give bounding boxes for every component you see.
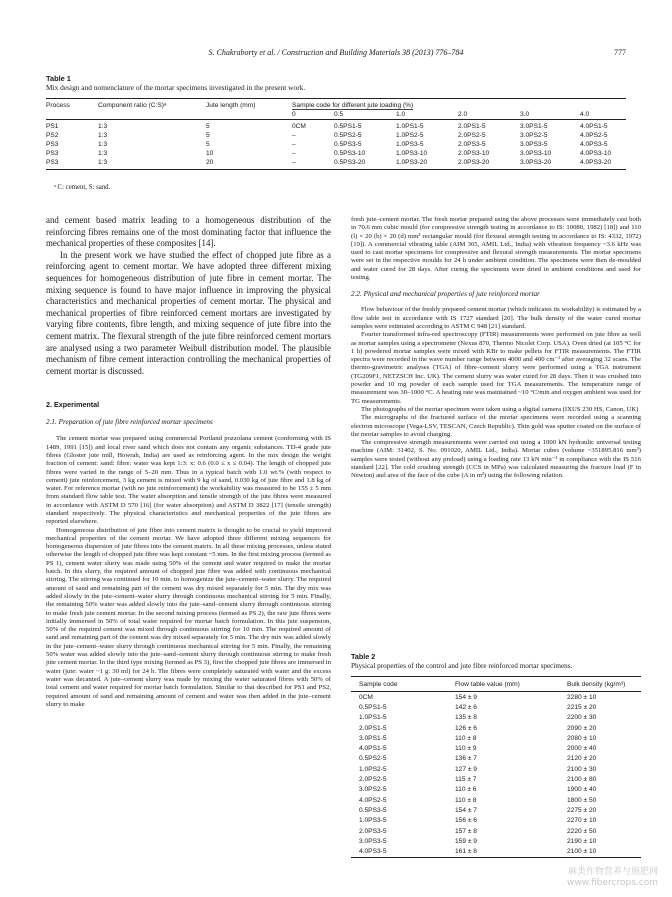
- table1-loading-header: 1.0: [396, 110, 458, 120]
- table-cell: –: [292, 150, 296, 157]
- table-cell: 1:3: [98, 158, 206, 170]
- section-heading: 2. Experimental: [46, 400, 100, 410]
- table-row: [351, 826, 641, 836]
- table-cell: 2000 ± 40: [567, 745, 597, 753]
- table-row: [351, 754, 641, 764]
- table-cell: 2.0PS1-5: [458, 123, 486, 130]
- table1: [46, 98, 626, 170]
- table-cell: 1.0PS2-5: [359, 765, 387, 773]
- table-row: [351, 733, 641, 743]
- table-cell: 0.5PS3-5: [334, 141, 362, 148]
- table-cell: 2.0PS3-5: [458, 141, 486, 148]
- table-row: [351, 723, 641, 733]
- table-cell: 1:3: [98, 132, 108, 139]
- table1-loading-header: 2.0: [458, 110, 520, 120]
- table-cell: 3.0PS3-20: [520, 158, 580, 170]
- table-cell: 154 ± 9: [455, 693, 477, 701]
- table1-loading-header: 0.5: [334, 110, 396, 120]
- table-row: [351, 764, 641, 774]
- paragraph: Flow behaviour of the freshly prepared cement mortar (which indicates its workability) is estimated by a flow table test in accordance with IS 1727 standard [20]. The bulk density of the water cured mortar samples were estimated according to ASTM C 948 [21] standard.: [351, 306, 641, 330]
- table-cell: PS1: [46, 123, 59, 130]
- table-cell: 0CM: [359, 693, 373, 701]
- table-row: [46, 131, 626, 140]
- table-cell: 1.0PS3-20: [396, 158, 458, 170]
- table-cell: 4.0PS2-5: [580, 132, 608, 139]
- table-row: [46, 149, 626, 158]
- table-cell: 2.0PS2-5: [458, 132, 486, 139]
- table1-loading-header: 4.0: [580, 110, 626, 120]
- table-cell: 0.5PS2-5: [334, 132, 362, 139]
- table-row: [351, 702, 641, 712]
- table-cell: 115 ± 7: [455, 776, 477, 784]
- table-cell: 156 ± 6: [455, 817, 477, 825]
- page-number: 777: [614, 48, 626, 57]
- table-cell: –: [292, 158, 334, 170]
- table-cell: 2080 ± 10: [567, 734, 597, 742]
- table-cell: 4.0PS3-5: [580, 141, 608, 148]
- table1-header-process: Process: [46, 99, 98, 111]
- table-cell: 1.0PS1-5: [396, 123, 424, 130]
- paragraph: Homogeneous distribution of jute fibre into cement matrix is thought to be crucial to yield improved mechanical properties of the cement mortar. We have adopted three different mixing sequences for homogeneous dispersion of jute fibres into the cement matrix. In all these mixing processes, unless stated otherwise the length of chopped jute fibre was kept constant ~5 mm. In the first mixing process (termed as PS 1), cement water slurry was made using 50% of the cement and water required to make the mortar batch. In this slurry, the required amount of chopped jute fibre was added with continuous mechanical stirring. The stirring was continued for 10 min. to homogenize the jute–cement–water slurry. The required amount of sand and remaining part of the cement was dry mixed separately for 5 min. The dry mix was added slowly in the jute–cement–water slurry through continuous mechanical stirring for 5 min. Finally, the remaining 50% water was added slowly into the jute–sand–cement slurry through continuous stirring to make fresh jute cement mortar. In the second mixing process (termed as PS 2), the raw jute fibres were initially immersed in 50% of total water required for mortar batch formulation. In this jute suspension, 50% of the required cement was mixed through continuous stirring for 10 min. The required amount of sand and remaining part of the cement was dry mixed separately for 5 min. The dry mix was added slowly in the jute–cement–water slurry through continuous mechanical stirring for 5 min. Finally, the remaining 50% water was added slowly into the jute–sand–cement slurry through continuous stirring to make fresh jute cement mortar. In the third type mixing (termed as PS 3), first the chopped jute fibres are immersed in water (jute: water ~1 g: 30 ml) for 24 h. The fibres were completely saturated with water and the excess water was decanted. A jute–cement slurry was made by mixing the water saturated fibres with 50% of total cement and water required for mortar batch formulation. Similar to that described for PS1 and PS2, required amount of sand and remaining amount of cement and water was then added in the jute–cement slurry to make: [46, 526, 331, 708]
- table-cell: 2270 ± 10: [567, 817, 597, 825]
- table-cell: 0.5PS2-5: [359, 755, 387, 763]
- table-cell: 142 ± 6: [455, 703, 477, 711]
- table-row: [351, 713, 641, 723]
- table-cell: 4.0PS1-5: [359, 745, 387, 753]
- table-cell: 2090 ± 20: [567, 724, 597, 732]
- table2-header-sample: Sample code: [351, 677, 447, 692]
- table-cell: 2100 ± 30: [567, 765, 597, 773]
- table1-header-ratio: Component ratio (C:S)ᵃ: [98, 99, 206, 111]
- table-cell: 5: [206, 141, 210, 148]
- table1-header-length: Jute length (mm): [206, 99, 292, 111]
- watermark-line: 麻类作物营养与施肥网: [567, 867, 658, 877]
- table-cell: 4.0PS3-20: [580, 158, 626, 170]
- table1-caption-block: [46, 74, 626, 92]
- table-cell: 157 ± 8: [455, 827, 477, 835]
- table-cell: 5: [206, 123, 210, 130]
- table-cell: 2215 ± 20: [567, 703, 597, 711]
- table-cell: 0.5PS1-5: [359, 703, 387, 711]
- table-cell: 1:3: [98, 150, 108, 157]
- table-cell: 136 ± 7: [455, 755, 477, 763]
- table-row: [46, 140, 626, 149]
- table-cell: 3.0PS3-5: [520, 141, 548, 148]
- left-column: [46, 215, 331, 709]
- table-cell: PS3: [46, 150, 59, 157]
- table-cell: 3.0PS2-5: [520, 132, 548, 139]
- table-cell: 126 ± 6: [455, 724, 477, 732]
- table-cell: 2275 ± 20: [567, 806, 597, 814]
- table-cell: PS3: [46, 141, 59, 148]
- table-cell: 4.0PS2-5: [359, 796, 387, 804]
- table-cell: 110 ± 9: [455, 745, 477, 753]
- table-cell: PS3: [46, 158, 98, 170]
- table1-label: Table 1: [46, 74, 71, 83]
- table2-caption-block: [351, 652, 641, 671]
- table1-loading-header: 0: [292, 110, 334, 120]
- table2: [351, 676, 641, 858]
- watermark: [567, 867, 658, 889]
- table-cell: 4.0PS1-5: [580, 123, 608, 130]
- table-cell: 1:3: [98, 141, 108, 148]
- table-row: [351, 785, 641, 795]
- table-cell: 135 ± 8: [455, 714, 477, 722]
- paragraph: The compressive strength measurements were carried out using a 1000 kN hydraulic universal testing machine (AIM: 31402, S. No. 091020, AMIL Ltd., India). Mortar cubes (volume ~351895.816 mm³) samples were tested (without any preload) using a loading rate 13 kN min⁻¹ in compliance with the IS 516 standard [22]. The cold crushing strength (CCS in MPa) was calculated measuring the fracture load (F in Newton) and area of the face of the cube (A in m²) using the following relation.: [351, 439, 641, 480]
- table-cell: 2100 ± 80: [567, 776, 597, 784]
- paragraph: The cement mortar was prepared using commercial Portland pozzolana cement (conforming with IS 1489, 1991 [15]) and local river sand which does not contain any organic substances. TD-4 grade jute fibres (Gloster jute mill, Howrah, India) are used as reinforcing agent. In the mix design the weight fraction of cement: sand: fibre: water was kept 1:3: x: 0.6 (0.0 ≤ x ≤ 0.04). The length of chopped jute fibres were varied in the range of 5–20 mm. Thus in a typical batch with 1.0 wt.% (with respect to cement) jute reinforcement, 3 kg cement is mixed with 9 kg of sand, 0.030 kg of jute fibre and 1.8 kg of water. For reference mortar (with no jute reinforcement) the workability was measured to be 155 ± 5 mm from standard flow table test. The water absorption and tensile strength of the jute fibres were measured in accordance with ASTM D 570 [16] (for water absorption) and ASTM D 3822 [17] (tensile strength) standard respectively. The physical characteristics and mechanical properties of the jute fibres are reported elsewhere.: [46, 435, 331, 526]
- table-cell: 10: [206, 150, 214, 157]
- table-cell: 2.0PS3-5: [359, 827, 387, 835]
- table-cell: 1900 ± 40: [567, 786, 597, 794]
- table-cell: 20: [206, 158, 292, 170]
- subsection-heading: 2.2. Physical and mechanical properties of jute reinforced mortar: [351, 290, 540, 299]
- table-cell: 2.0PS1-5: [359, 724, 387, 732]
- subsection-heading: 2.1. Preparation of jute fibre reinforced mortar specimens: [46, 418, 213, 427]
- table-row: [46, 120, 626, 132]
- table-cell: 3.0PS2-5: [359, 786, 387, 794]
- table-row: [351, 846, 641, 857]
- table-row: [351, 795, 641, 805]
- table-cell: 110 ± 8: [455, 796, 477, 804]
- table-cell: 159 ± 9: [455, 837, 477, 845]
- table-row: [351, 774, 641, 784]
- table-cell: 2.0PS3-20: [458, 158, 520, 170]
- table-row: [351, 805, 641, 815]
- table-cell: 4.0PS3-10: [580, 150, 612, 157]
- table-cell: 1.0PS1-5: [359, 714, 387, 722]
- paragraph: The photographs of the mortar specimen were taken using a digital camera (IXUS 230 HS, Canon, UK): [361, 405, 639, 413]
- paragraph: In the present work we have studied the effect of chopped jute fibre as a reinforcing agent to cement mortar. We have adopted three different mixing sequences for homogeneous distribution of jute fibre in cement mortar. The mixing sequence is found to have major influence in improving the physical characteristics and mechanical properties of cement mortar. The physical and mechanical properties of fibre reinforced cement mortars are investigated by varying fibre contents, fibre length, and mixing sequence of jute fibre into the cement matrix. The flexural strength of the jute fibre reinforced cement mortars are analysed using a two parameter Weibull distribution model. The plausible mechanism of fibre cement interaction controlling the mechanical properties of cement mortar is discussed.: [46, 249, 331, 376]
- table1-loading-header: 3.0: [520, 110, 580, 120]
- paragraph: The micrographs of the fractured surface of the mortar specimens were recorded using a scanning electron microscope (Vega-LSV, TESCAN, Czech Republic). Thin gold was sputter coated on the surface of the mortar samples to avoid charging.: [351, 414, 641, 438]
- table-cell: 154 ± 7: [455, 806, 477, 814]
- right-column: [351, 216, 641, 481]
- paragraph: Fourier transformed infra-red spectroscopy (FTIR) measurements were performed on jute fibre as well as mortar samples using a spectrometer (Nexus 870, Thermo Nicolet Corp. USA). Oven dried (at 105 °C for 1 h) powdered mortar samples were mixed with KBr to make pellets for FTIR measurements. The FTIR spectra were recorded in the wave number range between 4000 and 400 cm⁻¹ after averaging 32 scans. The thermo-gravimetric analyses (TGA) of fibre–cement slurry were performed using a TGA instrument (TG209F1, NETZSCH Inc. UK). The cement slurry was water cured for 28 days. Then it was crushed into powder and 10 mg powder of each sample used for TGA measurements. The temperature range of measurement was 30–1000 °C. A heating rate was maintained ~10 °C/min and oxygen ambient was used for TG measurements.: [351, 331, 641, 405]
- table-cell: 2220 ± 50: [567, 827, 597, 835]
- table-row: [351, 816, 641, 826]
- table-cell: 2190 ± 10: [567, 837, 597, 845]
- table-cell: PS2: [46, 132, 59, 139]
- table-cell: 2.0PS3-10: [458, 150, 490, 157]
- table-cell: 1:3: [98, 123, 108, 130]
- table2-caption: Physical properties of the control and jute fibre reinforced mortar specimens.: [351, 662, 573, 670]
- table-cell: 1.0PS3-10: [396, 150, 428, 157]
- table2-header-density: Bulk density (kg/m³): [559, 677, 641, 692]
- table-cell: 161 ± 8: [447, 846, 559, 857]
- table-cell: 0.5PS3-10: [334, 150, 366, 157]
- table-cell: –: [292, 141, 296, 148]
- table-cell: 2200 ± 30: [567, 714, 597, 722]
- table1-header-codes: Sample code for different jute loading (%): [292, 102, 414, 109]
- paragraph: and cement based matrix leading to a homogeneous distribution of the reinforcing fibres remains one of the most dominating factor that influence the mechanical properties of these composites [14].: [46, 215, 331, 249]
- table-cell: –: [292, 132, 296, 139]
- table-cell: 1.0PS3-5: [396, 141, 424, 148]
- table-cell: 0.5PS3-20: [334, 158, 396, 170]
- table-cell: 3.0PS1-5: [359, 734, 387, 742]
- table2-label: Table 2: [351, 652, 376, 661]
- table-cell: 110 ± 6: [455, 786, 477, 794]
- table-row: [46, 158, 626, 170]
- table-cell: 0.5PS3-5: [359, 806, 387, 814]
- table-cell: 127 ± 9: [455, 765, 477, 773]
- table-cell: 0.5PS1-5: [334, 123, 362, 130]
- table1-caption: Mix design and nomenclature of the mortar specimens investigated in the present work.: [46, 83, 306, 92]
- table-cell: 2100 ± 10: [559, 846, 641, 857]
- table-cell: 1.0PS3-5: [359, 817, 387, 825]
- table-cell: 4.0PS3-5: [351, 846, 447, 857]
- watermark-line: www.fibercrops.com: [567, 878, 658, 888]
- table-cell: 3.0PS3-10: [520, 150, 552, 157]
- page-header: [46, 48, 626, 62]
- table-cell: 2120 ± 20: [567, 755, 597, 763]
- table-cell: 1.0PS2-5: [396, 132, 424, 139]
- table-cell: 110 ± 8: [455, 734, 477, 742]
- table-cell: 2280 ± 10: [567, 693, 597, 701]
- table-cell: 2.0PS2-5: [359, 776, 387, 784]
- table-cell: 3.0PS3-5: [359, 837, 387, 845]
- table2-header-flow: Flow table value (mm): [447, 677, 559, 692]
- table-cell: 0CM: [292, 123, 306, 130]
- table-row: [351, 692, 641, 703]
- table-row: [351, 743, 641, 753]
- running-head: S. Chakraborty et al. / Construction and Building Materials 38 (2013) 776–784: [208, 48, 464, 57]
- table-cell: 1800 ± 50: [567, 796, 597, 804]
- paragraph: fresh jute–cement mortar. The fresh mortar prepared using the above processes were immediately cast both in 70.6 mm cubic mould (for compressive strength testing in accordance to IS: 10080, 1982) [18]) and 110 (l) × 20 (b) × 20 (d) mm³ rectangular mould (for flexural strength testing in accordance to IS: 4332, 1972) [19]). A commercial vibrating table (AIM 365, AMIL Ltd., India) with vibration frequency ~3.6 kHz was used to cast mortar specimens for compressive and flexural strength measurements. The mortar specimens were set in the respective moulds for 24 h under ambient condition. The specimens were then de-moulded and water cured for 28 days. After curing the specimens were dried in ambient conditions and used for testing.: [351, 216, 641, 282]
- table1-footnote: ᵃ C: cement, S: sand.: [54, 184, 111, 191]
- table-cell: 5: [206, 132, 210, 139]
- table-row: [351, 836, 641, 846]
- table-cell: 3.0PS1-5: [520, 123, 548, 130]
